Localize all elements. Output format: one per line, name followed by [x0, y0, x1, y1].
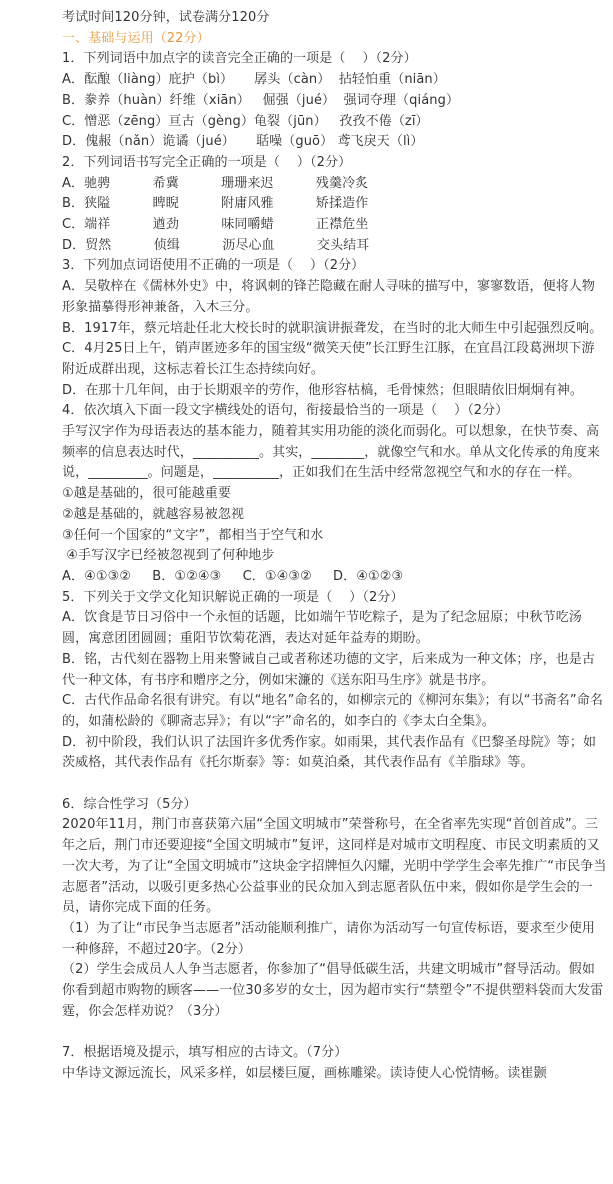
text-line: （2）学生会成员人人争当志愿者，你参加了“倡导低碳生活，共建文明城市”督导活动。假如你看到超市购物的顾客——一位30多岁的女士，因为超市实行“禁塑令”不提供塑料袋而大发雷霆，你会怎样劝说？（3分）	[62, 962, 604, 1019]
text-line: A．吴敬梓在《儒林外史》中，将讽刺的锋芒隐藏在耐人寻味的描写中，寥寥数语，便将人物形象描摹得形神兼备，入木三分。	[62, 279, 595, 315]
text-line: D．初中阶段，我们认识了法国许多优秀作家。如雨果，其代表作品有《巴黎圣母院》等；如茨威格，其代表作品有《托尔斯泰》等：如莫泊桑，其代表作品有《羊脂球》等。	[62, 734, 597, 771]
text-line: 中华诗文源远流长，风采多样，如层楼巨厦，画栋雕梁。读诗使人心悦情畅。读崔颢	[62, 1065, 547, 1081]
text-line: 4．依次填入下面一段文字横线处的语句，衔接最恰当的一项是（ ）（2分）	[62, 403, 509, 419]
text-line: （1）为了让“市民争当志愿者”活动能顺利推广，请你为活动写一句宣传标语，要求至少使用一种修辞，不超过20字。（2分）	[62, 920, 595, 957]
text-line: C．4月25日上午，销声匿迹多年的国宝级“微笑天使”长江野生江豚，在宜昌江段葛洲坝下游附近成群出现，这标志着长江生态持续向好。	[62, 341, 595, 377]
text-line: D．贸然 侦缉 沥尽心血 交头结耳	[62, 237, 370, 253]
text-line: ①越是基础的，很可能越重要	[62, 486, 231, 502]
text-line: ③任何一个国家的“文字”，都相当于空气和水	[62, 527, 324, 543]
blank-line	[62, 1022, 607, 1043]
text-line: D．在那十几年间，由于长期艰辛的劳作，他形容枯槁，毛骨悚然；但眼睛依旧炯炯有神。	[62, 382, 584, 398]
text-line: B．豢养（huàn）纤维（xiān） 倔强（jué） 强词夺理（qiáng）	[62, 92, 460, 108]
text-line: B．1917年，蔡元培赴任北大校长时的就职演讲振聋发，在当时的北大师生中引起强烈反响。	[62, 320, 603, 336]
text-line: 6．综合性学习（5分）	[62, 796, 197, 812]
text-line: C．端祥 遒劲 味同嚼蜡 正襟危坐	[62, 217, 369, 233]
text-line: A．驰骋 希冀 珊珊来迟 残羹冷炙	[62, 175, 369, 191]
text-line: 1．下列词语中加点字的读音完全正确的一项是（ ）（2分）	[62, 51, 417, 67]
text-line: ④手写汉字已经被忽视到了何种地步	[62, 548, 275, 564]
section-heading: 一、基础与运用（22分）	[62, 30, 210, 46]
text-line: B．铭，古代刻在器物上用来警诫自己或者称述功德的文字，后来成为一种文体；序，也是古代一种文体，有书序和赠序之分，例如宋濂的《送东阳马生序》就是书序。	[62, 651, 596, 688]
text-line: A．饮食是节日习俗中一个永恒的话题，比如端午节吃粽子，是为了纪念屈原；中秋节吃汤圆，寓意团团圆圆；重阳节饮菊花酒，表达对延年益寿的期盼。	[62, 610, 582, 647]
text-line: B．狭隘 睥睨 附庸风雅 矫揉造作	[62, 196, 369, 212]
text-line: 2020年11月，荆门市喜获第六届“全国文明城市”荣誉称号，在全省率先实现“首创首成”。三年之后，荆门市还要迎接“全国文明城市”复评，这同样是对城市文明程度、市民文明素质的又一次大考，为了让“全国文明城市”这块金字招牌恒久闪耀，光明中学学生会率先推广“市民争当志愿者”活动，以吸引更多热心公益事业的民众加入到志愿者队伍中来，假如你是学生会的一员，请你完成下面的任务。	[62, 817, 607, 916]
text-line: C．古代作品命名很有讲究。有以“地名”命名的，如柳宗元的《柳河东集》；有以“书斋名”命名的，如蒲松龄的《聊斋志异》；有以“字”命名的，如李白的《李太白全集》。	[62, 693, 603, 729]
text-line: 考试时间120分钟，试卷满分120分	[62, 10, 270, 25]
text-line: 手写汉字作为母语表达的基本能力，随着其实用功能的淡化而弱化。可以想象，在快节奏、高频率的信息表达时代，__________。其实，________，就像空气和水。单从文化传承的角度来说，_________。问题是，__________，正如我们在生活中经常忽视空气和水的存在一样。	[62, 424, 600, 481]
text-line: A．④①③② B．①②④③ C．①④③② D．④①②③	[62, 568, 404, 584]
blank-line	[62, 774, 607, 795]
text-line: A．酝酿（liàng）庇护（bì） 孱头（càn） 拈轻怕重（niān）	[62, 72, 446, 88]
text-line: D．傀赧（nǎn）诡谲（jué） 聒噪（guō） 鸢飞戾天（lì）	[62, 134, 424, 150]
text-line: ②越是基础的，就越容易被忽视	[62, 506, 245, 522]
text-line: 7．根据语境及提示，填写相应的古诗文。（7分）	[62, 1045, 348, 1061]
text-line: 5．下列关于文学文化知识解说正确的一项是（ ）（2分）	[62, 589, 404, 605]
text-line: 3．下列加点词语使用不正确的一项是（ ）（2分）	[62, 258, 365, 274]
text-line: C．憎恶（zēng）亘古（gèng）龟裂（jūn） 孜孜不倦（zī）	[62, 113, 429, 129]
text-line: 2．下列词语书写完全正确的一项是（ ）（2分）	[62, 154, 352, 170]
